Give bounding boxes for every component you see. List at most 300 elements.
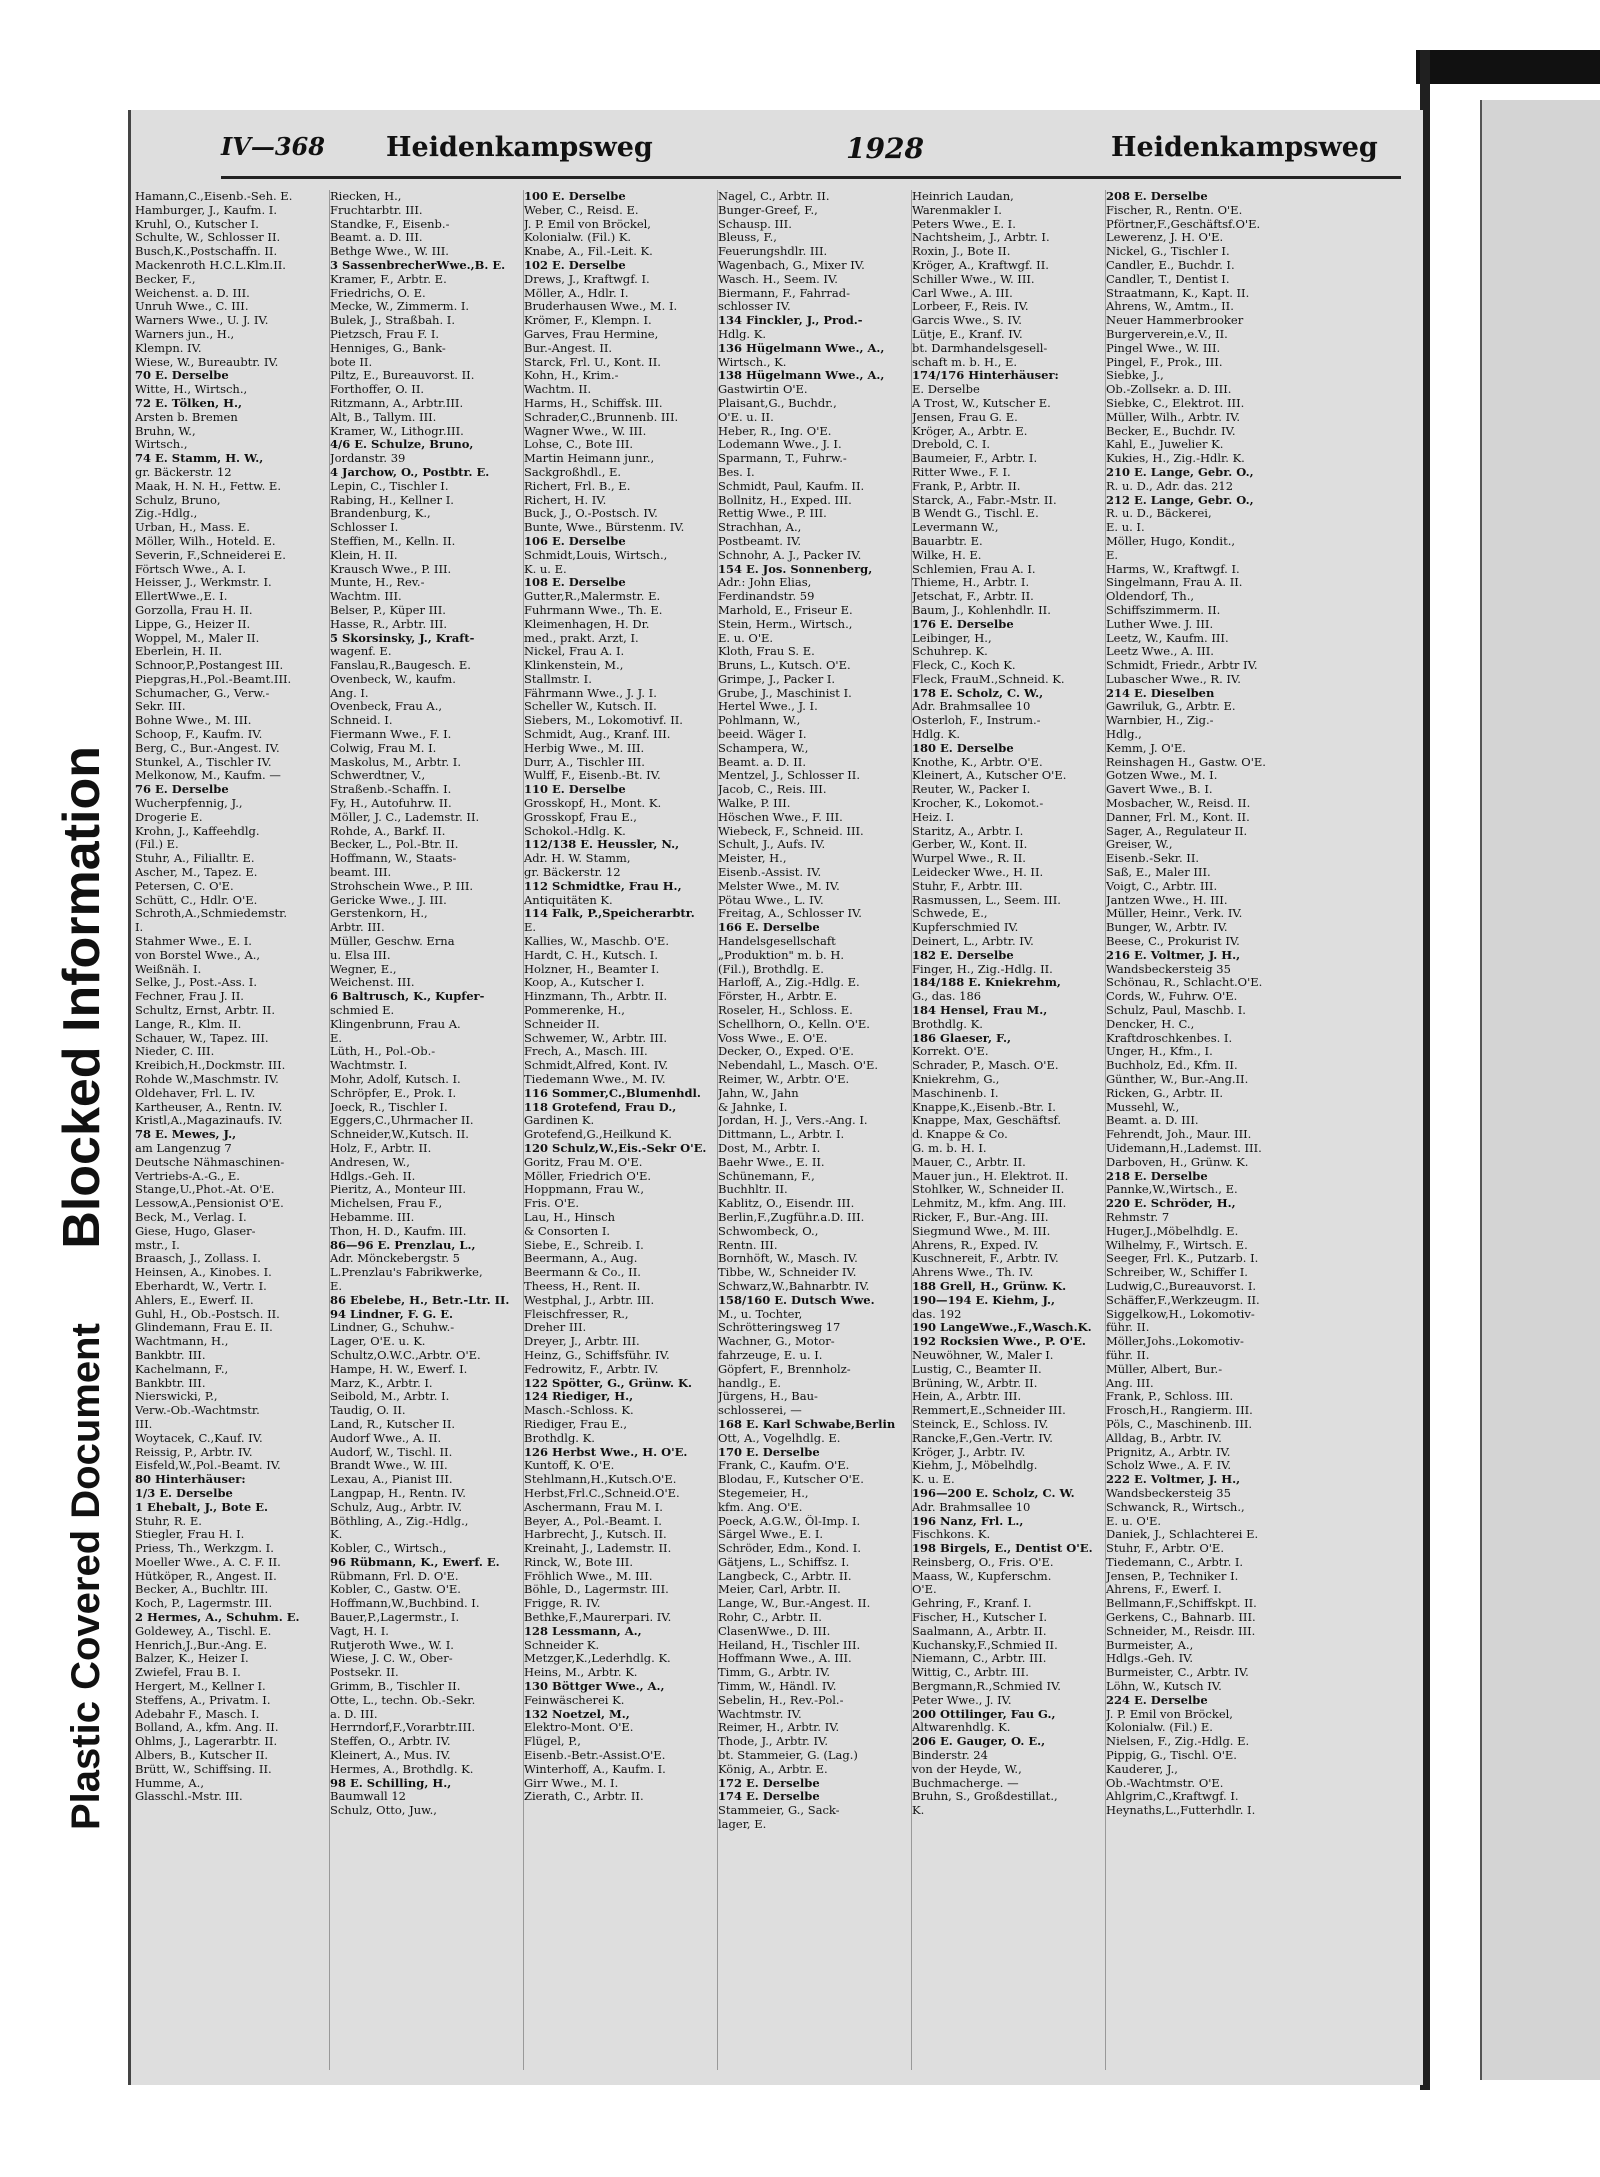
- directory-entry: 196 Nanz, Frl. L.,: [912, 1514, 1024, 1528]
- directory-entry: Grotefend,G.,Heilkund K.: [524, 1128, 672, 1142]
- directory-entry: Durr, A., Tischler III.: [524, 755, 645, 769]
- directory-entry: Ascher, M., Tapez. E.: [135, 866, 258, 880]
- directory-entry: Piepgras,H.,Pol.-Beamt.III.: [135, 672, 292, 686]
- directory-entry: Bankbtr. III.: [135, 1348, 206, 1362]
- directory-entry: Kreibich,H.,Dockmstr. III.: [135, 1059, 286, 1073]
- directory-entry: Girr Wwe., M. I.: [524, 1776, 619, 1790]
- directory-entry: Pötau Wwe., L. IV.: [718, 893, 824, 907]
- directory-entry: Bankbtr. III.: [135, 1376, 206, 1390]
- directory-entry: Theess, H., Rent. II.: [524, 1279, 641, 1293]
- directory-entry: Fruchtarbtr. III.: [330, 203, 423, 217]
- directory-entry: Ob.-Zollsekr. a. D. III.: [1106, 383, 1232, 397]
- directory-entry: Selke, J., Post.-Ass. I.: [135, 976, 258, 990]
- directory-entry: Lütje, E., Kranf. IV.: [912, 327, 1023, 341]
- directory-entry: Goldewey, A., Tischl. E.: [135, 1624, 272, 1638]
- directory-entry: Reinshagen H., Gastw. O'E.: [1106, 755, 1266, 769]
- directory-entry: 102 E. Derselbe: [524, 258, 626, 272]
- directory-entry: Colwig, Frau M. I.: [330, 741, 437, 755]
- directory-entry: Fanslau,R.,Baugesch. E.: [330, 659, 471, 673]
- directory-entry: Greiser, W.,: [1106, 838, 1173, 852]
- directory-entry: Dreyer, J., Arbtr. III.: [524, 1335, 640, 1349]
- blocked-information-overlay: [52, 746, 112, 1830]
- directory-entry: Drogerie E.: [135, 810, 203, 824]
- directory-entry: 176 E. Derselbe: [912, 617, 1014, 631]
- directory-entry: Nierswicki, P.,: [135, 1390, 218, 1404]
- directory-entry: Stiegler, Frau H. I.: [135, 1528, 245, 1542]
- directory-entry: 178 E. Scholz, C. W.,: [912, 686, 1044, 700]
- directory-entry: Weber, C., Reisd. E.: [524, 203, 639, 217]
- directory-entry: Brütt, W., Schiffsing. II.: [135, 1762, 272, 1776]
- directory-entry: schlosserei, —: [718, 1404, 802, 1418]
- directory-entry: E.: [330, 1031, 343, 1045]
- directory-entry: Schneider, M., Reisdr. III.: [1106, 1624, 1256, 1638]
- directory-entry: 190 LangeWwe.,F.,Wasch.K.: [912, 1321, 1092, 1335]
- directory-entry: Stegemeier, H.,: [718, 1486, 809, 1500]
- directory-entry: Möller, J. C., Lademstr. II.: [330, 810, 480, 824]
- directory-entry: Wagenbach, G., Mixer IV.: [718, 258, 865, 272]
- directory-entry: Otte, L., techn. Ob.-Sekr.: [330, 1693, 476, 1707]
- directory-entry: Sebelin, H., Rev.-Pol.-: [718, 1693, 844, 1707]
- directory-entry: Pietzsch, Frau F. I.: [330, 327, 440, 341]
- directory-entry: Herbst,Frl.C.,Schneid.O'E.: [524, 1486, 680, 1500]
- directory-entry: Saß, E., Maler III.: [1106, 866, 1211, 880]
- directory-entry: R. u. D., Adr. das. 212: [1106, 479, 1234, 493]
- directory-entry: Schlemien, Frau A. I.: [912, 562, 1036, 576]
- directory-entry: Maass, W., Kupferschm.: [912, 1569, 1052, 1583]
- directory-entry: Siebers, M., Lokomotivf. II.: [524, 714, 683, 728]
- directory-entry: Langbeck, C., Arbtr. II.: [718, 1569, 852, 1583]
- directory-entry: 122 Spötter, G., Grünw. K.: [524, 1376, 692, 1390]
- directory-entry: Bunger-Greef, F.,: [718, 203, 818, 217]
- directory-entry: Forthoffer, O. II.: [330, 383, 425, 397]
- directory-column-4: [717, 190, 906, 2070]
- directory-entry: Rehmstr. 7: [1106, 1210, 1170, 1224]
- directory-entry: Hoppmann, Frau W.,: [524, 1183, 645, 1197]
- directory-entry: Baumeier, F., Arbtr. I.: [912, 452, 1038, 466]
- street-name-right: Heidenkampsweg: [1111, 132, 1378, 163]
- directory-entry: führ. II.: [1106, 1348, 1150, 1362]
- directory-entry: Kauderer, J.,: [1106, 1762, 1178, 1776]
- directory-entry: Buchmacherge. —: [912, 1776, 1019, 1790]
- directory-entry: 154 E. Jos. Sonnenberg,: [718, 562, 873, 576]
- directory-entry: Voss Wwe., E. O'E.: [718, 1031, 828, 1045]
- directory-entry: Frech, A., Masch. III.: [524, 1045, 648, 1059]
- directory-entry: Jordanstr. 39: [330, 452, 406, 466]
- directory-entry: Eggers,C.,Uhrmacher II.: [330, 1114, 474, 1128]
- directory-entry: Henrich,J.,Bur.-Ang. E.: [135, 1638, 268, 1652]
- directory-entry: Kupferschmied IV.: [912, 921, 1019, 935]
- directory-entry: Siggelkow,H., Lokomotiv-: [1106, 1307, 1255, 1321]
- directory-entry: Deutsche Nähmaschinen-: [135, 1155, 285, 1169]
- directory-entry: Lustig, C., Beamter II.: [912, 1362, 1042, 1376]
- directory-entry: Ahlers, E., Ewerf. II.: [135, 1293, 254, 1307]
- directory-entry: Urban, H., Mass. E.: [135, 521, 250, 535]
- directory-entry: Holzner, H., Beamter I.: [524, 962, 660, 976]
- directory-entry: Grosskopf, H., Mont. K.: [524, 797, 662, 811]
- directory-entry: 3 SassenbrecherWwe.,B. E.: [330, 258, 506, 272]
- directory-entry: Schulz, Paul, Maschb. I.: [1106, 1004, 1246, 1018]
- directory-entry: Schneider II.: [524, 1017, 600, 1031]
- directory-entry: Hertel Wwe., J. I.: [718, 700, 818, 714]
- directory-entry: Eisenb.-Sekr. II.: [1106, 852, 1200, 866]
- directory-entry: Friedrichs, O. E.: [330, 286, 426, 300]
- directory-entry: Siebke, J.,: [1106, 369, 1164, 383]
- directory-entry: Dost, M., Arbtr. I.: [718, 1141, 821, 1155]
- directory-entry: 134 Finckler, J., Prod.-: [718, 314, 863, 328]
- directory-entry: Glasschl.-Mstr. III.: [135, 1790, 243, 1804]
- directory-entry: Lepin, C., Tischler I.: [330, 479, 449, 493]
- directory-entry: Meier, Carl, Arbtr. II.: [718, 1583, 841, 1597]
- directory-entry: Marz, K., Arbtr. I.: [330, 1376, 433, 1390]
- directory-entry: Förtsch Wwe., A. I.: [135, 562, 247, 576]
- directory-entry: Ahrens, W., Amtm., II.: [1106, 300, 1234, 314]
- directory-entry: (Fil.) E.: [135, 838, 179, 852]
- directory-entry: Ott, A., Vogelhdlg. E.: [718, 1431, 841, 1445]
- blocked-information-band: [0, 0, 110, 2177]
- directory-entry: Taudig, O. II.: [330, 1404, 406, 1418]
- directory-entry: Voigt, C., Arbtr. III.: [1106, 879, 1218, 893]
- directory-entry: Wucherpfennig, J.,: [135, 797, 243, 811]
- directory-entry: Postbeamt. IV.: [718, 534, 802, 548]
- directory-column-3: [523, 190, 712, 2070]
- directory-entry: Scheller W., Kutsch. II.: [524, 700, 657, 714]
- directory-entry: Mussehl, W.,: [1106, 1100, 1180, 1114]
- directory-entry: Vagt, H. I.: [330, 1624, 389, 1638]
- directory-entry: 206 E. Gauger, O. E.,: [912, 1735, 1046, 1749]
- directory-entry: Löhn, W., Kutsch IV.: [1106, 1680, 1222, 1694]
- directory-entry: Stuhr, R. E.: [135, 1514, 202, 1528]
- directory-entry: Woppel, M., Maler II.: [135, 631, 260, 645]
- directory-entry: Kolonialw. (Fil.) K.: [524, 231, 632, 245]
- directory-entry: Sager, A., Regulateur II.: [1106, 824, 1248, 838]
- directory-entry: Petersen, C. O'E.: [135, 879, 234, 893]
- directory-entry: Wiese, W., Bureaubtr. IV.: [135, 355, 279, 369]
- directory-entry: Kramer, W., Lithogr.III.: [330, 424, 464, 438]
- directory-entry: Baum, J., Kohlenhdlr. II.: [912, 603, 1051, 617]
- directory-entry: Schokol.-Hdlg. K.: [524, 824, 626, 838]
- directory-entry: Ang. I.: [330, 686, 369, 700]
- directory-entry: Garcis Wwe., S. IV.: [912, 314, 1022, 328]
- directory-entry: Andresen, W.,: [330, 1155, 410, 1169]
- directory-entry: Strachhan, A.,: [718, 521, 802, 535]
- directory-entry: Scholz Wwe., A. F. IV.: [1106, 1459, 1232, 1473]
- directory-entry: Schütt, C., Hdlr. O'E.: [135, 893, 258, 907]
- directory-entry: (Fil.), Brothdlg. E.: [718, 962, 824, 976]
- directory-entry: wagenf. E.: [330, 645, 392, 659]
- directory-entry: Wasch. H., Seem. IV.: [718, 272, 838, 286]
- directory-entry: Danner, Frl. M., Kont. II.: [1106, 810, 1250, 824]
- directory-entry: Rasmussen, L., Seem. III.: [912, 893, 1061, 907]
- directory-entry: Kobler, C., Gastw. O'E.: [330, 1583, 461, 1597]
- directory-entry: Hein, A., Arbtr. III.: [912, 1390, 1022, 1404]
- directory-entry: Antiquitäten K.: [524, 893, 613, 907]
- directory-entry: Lessow,A.,Pensionist O'E.: [135, 1197, 284, 1211]
- directory-entry: Prignitz, A., Arbtr. IV.: [1106, 1445, 1231, 1459]
- directory-entry: Thon, H. D., Kaufm. III.: [330, 1224, 467, 1238]
- directory-entry: Mecke, W., Zimmerm. I.: [330, 300, 470, 314]
- directory-entry: Drews, J., Kraftwgf. I.: [524, 272, 650, 286]
- directory-entry: Hoffmann Wwe., A. III.: [718, 1652, 852, 1666]
- directory-entry: gr. Bäckerstr. 12: [135, 465, 232, 479]
- directory-entry: Schiller Wwe., W. III.: [912, 272, 1035, 286]
- directory-entry: Schellhorn, O., Kelln. O'E.: [718, 1017, 870, 1031]
- directory-entry: Kröger, J., Arbtr. IV.: [912, 1445, 1026, 1459]
- directory-entry: med., prakt. Arzt, I.: [524, 631, 639, 645]
- directory-entry: Busch,K.,Postschaffn. II.: [135, 245, 278, 259]
- directory-entry: Fy, H., Autofuhrw. II.: [330, 797, 452, 811]
- directory-entry: Fleck, FrauM.,Schneid. K.: [912, 672, 1065, 686]
- directory-entry: führ. II.: [1106, 1321, 1150, 1335]
- directory-entry: Stuhr, F., Arbtr. O'E.: [1106, 1542, 1224, 1556]
- directory-entry: Baumwall 12: [330, 1790, 406, 1804]
- directory-entry: Stehlmann,H.,Kutsch.O'E.: [524, 1473, 677, 1487]
- directory-entry: 188 Grell, H., Grünw. K.: [912, 1279, 1067, 1293]
- directory-entry: Kreinaht, J., Lademstr. II.: [524, 1542, 672, 1556]
- directory-entry: Kablitz, O., Eisendr. III.: [718, 1197, 855, 1211]
- directory-entry: Kröger, A., Kraftwgf. II.: [912, 258, 1049, 272]
- directory-entry: Hasse, R., Arbtr. III.: [330, 617, 448, 631]
- directory-entry: Kohn, H., Krim.-: [524, 369, 619, 383]
- directory-entry: Adr. H. W. Stamm,: [524, 852, 631, 866]
- directory-entry: 222 E. Voltmer, J. H.,: [1106, 1473, 1241, 1487]
- directory-entry: Kristl,A.,Magazinaufs. IV.: [135, 1114, 283, 1128]
- directory-entry: 72 E. Tölken, H.,: [135, 396, 243, 410]
- directory-entry: Burgerverein,e.V., II.: [1106, 327, 1228, 341]
- directory-entry: Candler, T., Dentist I.: [1106, 272, 1230, 286]
- page-number: IV—368: [221, 132, 325, 161]
- directory-entry: Gawriluk, G., Arbtr. E.: [1106, 700, 1236, 714]
- directory-entry: Carl Wwe., A. III.: [912, 286, 1013, 300]
- directory-entry: K.: [330, 1528, 343, 1542]
- directory-entry: Stallmstr. I.: [524, 672, 592, 686]
- directory-entry: Lexau, A., Pianist III.: [330, 1473, 453, 1487]
- directory-entry: Altwarenhdlg. K.: [912, 1721, 1011, 1735]
- directory-entry: Jahn, W., Jahn: [718, 1086, 799, 1100]
- directory-entry: 136 Hügelmann Wwe., A.,: [718, 341, 885, 355]
- directory-entry: 120 Schulz,W.,Eis.-Sekr O'E.: [524, 1141, 707, 1155]
- directory-entry: Stahmer Wwe., E. I.: [135, 935, 252, 949]
- directory-entry: Lewerenz, J. H. O'E.: [1106, 231, 1224, 245]
- directory-entry: Tibbe, W., Schneider IV.: [718, 1266, 857, 1280]
- directory-entry: Steffen, O., Arbtr. IV.: [330, 1735, 451, 1749]
- directory-entry: Rettig Wwe., P. III.: [718, 507, 827, 521]
- directory-entry: 1/3 E. Derselbe: [135, 1486, 233, 1500]
- directory-entry: Hoffmann,W.,Buchbind. I.: [330, 1597, 480, 1611]
- directory-entry: Piltz, E., Bureauvorst. II.: [330, 369, 475, 383]
- directory-entry: 98 E. Schilling, H.,: [330, 1776, 452, 1790]
- directory-entry: Munte, H., Rev.-: [330, 576, 425, 590]
- overlay-label-blocked: Blocked Information: [53, 746, 111, 1249]
- directory-entry: Schausp. III.: [718, 217, 792, 231]
- directory-entry: Melster Wwe., M. IV.: [718, 879, 840, 893]
- directory-entry: Schönau, R., Schlacht.O'E.: [1106, 976, 1263, 990]
- directory-entry: Land, R., Kutscher II.: [330, 1417, 456, 1431]
- directory-entry: Schroth,A.,Schmiedemstr.: [135, 907, 288, 921]
- directory-entry: Heiz. I.: [912, 810, 955, 824]
- directory-entry: Kukies, H., Zig.-Hdlr. K.: [1106, 452, 1245, 466]
- directory-entry: Weißnäh. I.: [135, 962, 202, 976]
- directory-entry: Metzger,K.,Lederhdlg. K.: [524, 1652, 671, 1666]
- directory-entry: Lehmitz, M., kfm. Ang. III.: [912, 1197, 1067, 1211]
- directory-entry: Maak, H. N. H., Fettw. E.: [135, 479, 281, 493]
- directory-entry: Hdlgs.-Geh. II.: [330, 1169, 416, 1183]
- directory-year: 1928: [846, 132, 924, 165]
- directory-entry: Beermann & Co., II.: [524, 1266, 641, 1280]
- directory-entry: Krocher, K., Lokomot.-: [912, 797, 1044, 811]
- directory-entry: Bohne Wwe., M. III.: [135, 714, 252, 728]
- directory-entry: Herbig Wwe., M. III.: [524, 741, 645, 755]
- directory-entry: Levermann W.,: [912, 521, 999, 535]
- directory-entry: 100 E. Derselbe: [524, 190, 626, 203]
- directory-entry: 196—200 E. Scholz, C. W.: [912, 1486, 1075, 1500]
- directory-entry: 106 E. Derselbe: [524, 534, 626, 548]
- directory-entry: Rohde W.,Maschmstr. IV.: [135, 1073, 279, 1086]
- directory-entry: 168 E. Karl Schwabe,Berlin: [718, 1417, 896, 1431]
- directory-entry: Wirtsch.,: [135, 438, 188, 452]
- directory-entry: Frank, P., Schloss. III.: [1106, 1390, 1234, 1404]
- directory-entry: Balzer, K., Heizer I.: [135, 1652, 249, 1666]
- directory-entry: Möller, Friedrich O'E.: [524, 1169, 652, 1183]
- directory-entry: Nickel, G., Tischler I.: [1106, 245, 1230, 259]
- directory-entry: Niemann, C., Arbtr. III.: [912, 1652, 1047, 1666]
- header-rule: [221, 176, 1401, 179]
- directory-entry: Wandsbeckersteig 35: [1106, 962, 1231, 976]
- directory-entry: Unger, H., Kfm., I.: [1106, 1045, 1213, 1059]
- directory-entry: Brothdlg. K.: [524, 1431, 595, 1445]
- directory-entry: Krohn, J., Kaffeehdlg.: [135, 824, 260, 838]
- adjacent-page-edge: [1480, 100, 1600, 2080]
- directory-entry: E. u. O'E.: [718, 631, 774, 645]
- directory-entry: Timm, W., Händl. IV.: [718, 1680, 837, 1694]
- directory-entry: gr. Bäckerstr. 12: [524, 866, 621, 880]
- directory-entry: Henniges, G., Bank-: [330, 341, 446, 355]
- directory-entry: 128 Lessmann, A.,: [524, 1624, 642, 1638]
- directory-entry: Wachtmann, H.,: [135, 1335, 229, 1349]
- directory-entry: Osterloh, F., Instrum.-: [912, 714, 1041, 728]
- directory-entry: Klein, H. II.: [330, 548, 398, 562]
- directory-entry: Schwombeck, O.,: [718, 1224, 819, 1238]
- directory-entry: Krausch Wwe., P. III.: [330, 562, 452, 576]
- directory-entry: Handelsgesellschaft: [718, 935, 836, 949]
- directory-entry: Thode, J., Arbtr. IV.: [718, 1735, 828, 1749]
- directory-entry: 112 Schmidtke, Frau H.,: [524, 879, 682, 893]
- directory-entry: Bollnitz, H., Exped. III.: [718, 493, 852, 507]
- directory-entry: Severin, F.,Schneiderei E.: [135, 548, 286, 562]
- directory-entry: Freitag, A., Schlosser IV.: [718, 907, 862, 921]
- directory-entry: Zwiefel, Frau B. I.: [135, 1666, 241, 1680]
- directory-entry: a. D. III.: [330, 1707, 378, 1721]
- directory-entry: Burmeister, C., Arbtr. IV.: [1106, 1666, 1249, 1680]
- directory-entry: Weichenst. a. D. III.: [135, 286, 250, 300]
- directory-entry: Höschen Wwe., F. III.: [718, 810, 843, 824]
- directory-entry: Wegner, E.,: [330, 962, 397, 976]
- directory-entry: Rentn. III.: [718, 1238, 778, 1252]
- directory-entry: Schumacher, G., Verw.-: [135, 686, 270, 700]
- directory-entry: 70 E. Derselbe: [135, 369, 229, 383]
- directory-entry: Feinwäscherei K.: [524, 1693, 625, 1707]
- directory-entry: schmied E.: [330, 1004, 395, 1018]
- directory-entry: Sackgroßhdl., E.: [524, 465, 622, 479]
- directory-entry: Brüning, W., Arbtr. II.: [912, 1376, 1038, 1390]
- directory-entry: Riecken, H.,: [330, 190, 402, 203]
- directory-entry: Nachtsheim, J., Arbtr. I.: [912, 231, 1050, 245]
- directory-entry: Grube, J., Maschinist I.: [718, 686, 852, 700]
- directory-entry: Hamburger, J., Kaufm. I.: [135, 203, 277, 217]
- directory-entry: Ritzmann, A., Arbtr.III.: [330, 396, 464, 410]
- directory-entry: Eberhardt, W., Vertr. I.: [135, 1279, 267, 1293]
- directory-entry: K. u. E.: [524, 562, 567, 576]
- directory-entry: Westphal, J., Arbtr. III.: [524, 1293, 655, 1307]
- directory-entry: Uidemann,H.,Lademst. III.: [1106, 1141, 1262, 1155]
- directory-entry: Jetschat, F., Arbtr. II.: [912, 590, 1034, 604]
- directory-entry: Siebe, E., Schreib. I.: [524, 1238, 644, 1252]
- directory-entry: Feuerungshdlr. III.: [718, 245, 828, 259]
- directory-entry: Müller, Albert, Bur.-: [1106, 1362, 1223, 1376]
- directory-entry: Ricken, G., Arbtr. II.: [1106, 1086, 1224, 1100]
- directory-entry: G. m. b. H. I.: [912, 1141, 987, 1155]
- directory-entry: Leetz Wwe., A. III.: [1106, 645, 1214, 659]
- directory-entry: Stuhr, F., Arbtr. III.: [912, 879, 1023, 893]
- directory-entry: Warnbier, H., Zig.-: [1106, 714, 1214, 728]
- directory-entry: Leetz, W., Kaufm. III.: [1106, 631, 1229, 645]
- directory-entry: Reimer, H., Arbtr. IV.: [718, 1721, 840, 1735]
- directory-entry: kfm. Ang. O'E.: [718, 1500, 803, 1514]
- directory-entry: Harbrecht, J., Kutsch. II.: [524, 1528, 667, 1542]
- directory-entry: K. u. E.: [912, 1473, 955, 1487]
- directory-entry: Singelmann, Frau A. II.: [1106, 576, 1243, 590]
- directory-column-1: [135, 190, 323, 2070]
- directory-entry: Heber, R., Ing. O'E.: [718, 424, 832, 438]
- directory-entry: Humme, A.,: [135, 1776, 204, 1790]
- directory-entry: Förster, H., Arbtr. E.: [718, 990, 838, 1004]
- directory-entry: das. 192: [912, 1307, 962, 1321]
- directory-entry: Grosskopf, Frau E.,: [524, 810, 637, 824]
- directory-entry: 174/176 Hinterhäuser:: [912, 369, 1059, 383]
- directory-entry: Adr. Brahmsallee 10: [912, 700, 1031, 714]
- directory-entry: Beck, M., Verlag. I.: [135, 1210, 247, 1224]
- directory-entry: 214 E. Dieselben: [1106, 686, 1215, 700]
- overlay-label-plastic: Plastic Covered Document: [64, 1323, 108, 1830]
- directory-entry: Eberlein, H. II.: [135, 645, 223, 659]
- directory-entry: Kahl, E., Juwelier K.: [1106, 438, 1224, 452]
- directory-entry: Reimer, W., Arbtr. O'E.: [718, 1073, 850, 1086]
- directory-entry: König, A., Arbtr. E.: [718, 1762, 828, 1776]
- directory-entry: Buchholz, Ed., Kfm. II.: [1106, 1059, 1238, 1073]
- directory-entry: Nagel, C., Arbtr. II.: [718, 190, 830, 203]
- directory-entry: Korrekt. O'E.: [912, 1045, 989, 1059]
- directory-entry: Lager, O'E. u. K.: [330, 1335, 426, 1349]
- directory-entry: Stange,U.,Phot.-At. O'E.: [135, 1183, 275, 1197]
- directory-entry: Giese, Hugo, Glaser-: [135, 1224, 256, 1238]
- directory-entry: Kolonialw. (Fil.) E.: [1106, 1721, 1213, 1735]
- directory-entry: Alldag, B., Arbtr. IV.: [1106, 1431, 1222, 1445]
- directory-entry: Knappe,K.,Eisenb.-Btr. I.: [912, 1100, 1056, 1114]
- directory-entry: Rutjeroth Wwe., W. I.: [330, 1638, 454, 1652]
- directory-entry: 74 E. Stamm, H. W.,: [135, 452, 264, 466]
- directory-entry: Lippe, G., Heizer II.: [135, 617, 251, 631]
- directory-entry: 138 Hügelmann Wwe., A.,: [718, 369, 885, 383]
- directory-entry: Verw.-Ob.-Wachtmstr.: [135, 1404, 260, 1418]
- directory-entry: Adr. Brahmsallee 10: [912, 1500, 1031, 1514]
- directory-entry: Oldehaver, Frl. L. IV.: [135, 1086, 256, 1100]
- directory-entry: schaft m. b. H., E.: [912, 355, 1018, 369]
- directory-entry: 174 E. Derselbe: [718, 1790, 820, 1804]
- directory-entry: Bunte, Wwe., Bürstenm. IV.: [524, 521, 685, 535]
- directory-entry: Wurpel Wwe., R. II.: [912, 852, 1026, 866]
- directory-entry: Lange, W., Bur.-Angest. II.: [718, 1597, 871, 1611]
- directory-entry: E.: [330, 1279, 343, 1293]
- directory-entry: Moeller Wwe., A. C. F. II.: [135, 1555, 281, 1569]
